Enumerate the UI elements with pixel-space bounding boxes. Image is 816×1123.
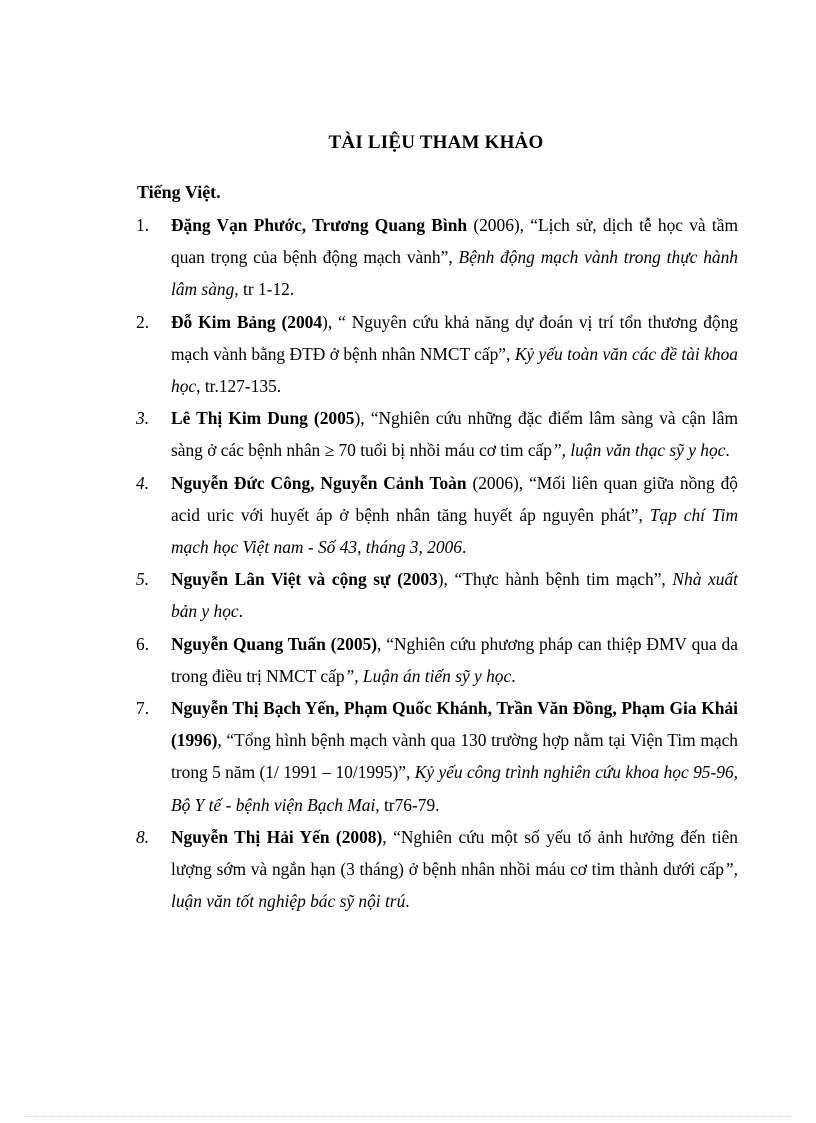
reference-title: “Nghiên cứu những đặc điểm lâm sàng và cận lâm sàng ở các bệnh nhân ≥ 70 tuổi bị nhồi máu cơ tim cấp [171, 408, 738, 461]
reference-title: “Mối liên quan giữa nồng độ acid uric với huyết áp ở bệnh nhân tăng huyết áp nguyên phát”, [171, 472, 738, 525]
page-title: TÀI LIỆU THAM KHẢO [328, 132, 544, 153]
reference-year: , [217, 730, 227, 751]
reference-tail: . [725, 440, 730, 461]
reference-authors: Đặng Vạn Phước, Trương Quang Bình [171, 215, 468, 235]
reference-item [0, 563, 816, 627]
reference-source: Bệnh động mạch vành trong thực hành lâm sàng [171, 247, 739, 300]
reference-item [0, 467, 816, 564]
reference-year: ), [354, 408, 371, 429]
reference-title: “ Nguyên cứu khả năng dự đoán vị trí tổn thương động mạch vành bằng ĐTĐ ở bệnh nhân NMCT cấp”, [171, 311, 738, 364]
reference-title: “Nghiên cứu một số yếu tố ảnh hưởng đến tiên lượng sớm và ngắn hạn (3 tháng) ở bệnh nhân nhồi máu cơ tim thành dưới cấp [171, 826, 738, 880]
reference-source: Kỷ yếu toàn văn các đề tài khoa học [171, 343, 739, 397]
reference-item [0, 209, 816, 306]
reference-authors: Nguyễn Thị Bạch Yến, Phạm Quốc Khánh, Trần Văn Đồng, Phạm Gia Khải (1996) [171, 698, 738, 751]
section-heading: Tiếng Việt. [137, 182, 221, 202]
reference-item [0, 402, 816, 466]
reference-number: 2. [136, 311, 150, 332]
reference-title: “Tổng hình bệnh mạch vành qua 130 trường hợp nằm tại Viện Tim mạch trong 5 năm (1/ 1991 – 10/1995)”, [171, 730, 738, 783]
reference-item [0, 628, 816, 692]
reference-item [0, 692, 816, 821]
reference-authors: Nguyễn Thị Hải Yến (2008) [171, 826, 383, 847]
reference-number: 3. [136, 408, 150, 429]
reference-source: Tạp chí Tim mạch học Việt nam - Số 43, tháng 3, 2006 [171, 504, 739, 558]
reference-tail: . [238, 601, 243, 622]
reference-year: ), [322, 311, 339, 332]
reference-year: ), [437, 569, 455, 590]
reference-authors: Nguyễn Quang Tuấn (2005) [171, 633, 378, 654]
reference-number: 6. [136, 633, 150, 654]
reference-title: “Nghiên cứu phương pháp can thiệp ĐMV qua da trong điều trị NMCT cấp [171, 633, 738, 686]
reference-tail: , tr76-79. [375, 794, 440, 815]
reference-authors: Nguyễn Lân Việt và cộng sự (2003 [171, 569, 438, 590]
reference-number: 4. [136, 472, 150, 493]
reference-item [0, 306, 816, 403]
reference-year: , [382, 826, 394, 847]
reference-year: (2006), [466, 472, 530, 493]
reference-source: ”, Luận án tiến sỹ y học [344, 665, 512, 686]
reference-number: 1. [136, 215, 150, 235]
reference-number: 5. [136, 569, 150, 590]
reference-year: , [377, 633, 387, 654]
reference-tail: , tr 1-12. [234, 279, 295, 300]
reference-source: Nhà xuất bản y học [171, 569, 738, 622]
reference-title: “Lịch sử, dịch tễ học và tầm quan trọng của bệnh động mạch vành”, [171, 215, 738, 268]
reference-number: 7. [136, 698, 150, 719]
reference-year: (2006), [467, 215, 531, 235]
reference-tail: . [461, 537, 467, 558]
reference-item [0, 821, 816, 918]
reference-authors: Lê Thị Kim Dung (2005 [171, 408, 355, 429]
reference-source: ”, luận văn thạc sỹ y học [551, 440, 726, 461]
page-bottom-divider [24, 1116, 792, 1117]
reference-tail: . [405, 891, 410, 912]
reference-authors: Đỗ Kim Bảng (2004 [171, 311, 323, 332]
reference-tail: , tr.127-135. [196, 376, 282, 397]
reference-source: ”, luận văn tốt nghiệp bác sỹ nội trú [171, 859, 738, 912]
reference-authors: Nguyễn Đức Công, Nguyễn Cảnh Toàn [171, 472, 467, 493]
reference-title: “Thực hành bệnh tim mạch”, [454, 569, 673, 590]
reference-list [0, 209, 816, 917]
reference-number: 8. [136, 826, 150, 847]
reference-tail: . [511, 665, 516, 686]
reference-source: Kỷ yếu công trình nghiên cứu khoa học 95-96, Bộ Y tế - bệnh viện Bạch Mai [171, 762, 738, 815]
